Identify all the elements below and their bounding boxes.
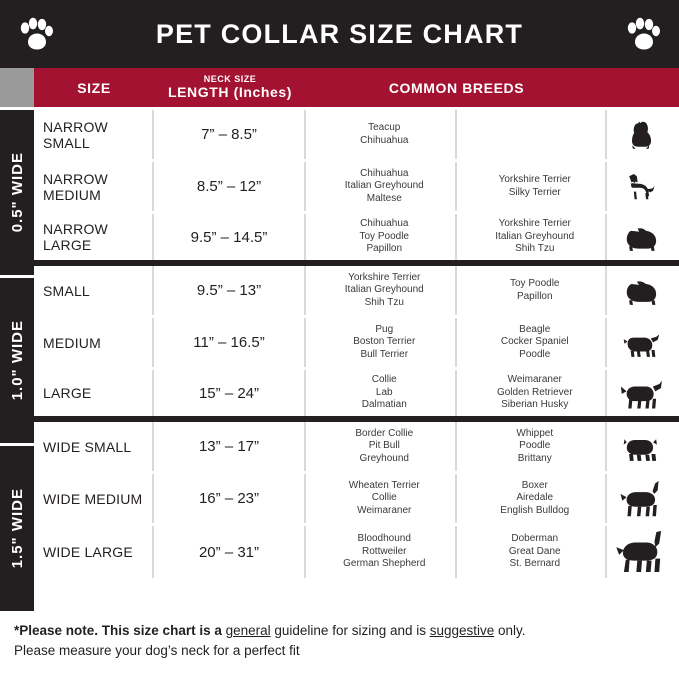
- disclaimer-line-1: [14, 621, 665, 641]
- cell-breeds-col2: Beagle Cocker Spaniel Poodle: [457, 318, 608, 367]
- size-table: [0, 68, 679, 611]
- cell-breeds-col1: Wheaten Terrier Collie Weimaraner: [306, 474, 457, 523]
- paw-print-icon: [18, 17, 54, 51]
- width-group-0.5: 0.5" WIDE: [0, 110, 34, 278]
- column-header-breeds: COMMON BREEDS: [388, 79, 525, 96]
- cell-breeds-col2: Whippet Poodle Brittany: [457, 422, 608, 471]
- column-header-length-main: LENGTH (Inches): [167, 84, 293, 101]
- table-row: [34, 266, 679, 318]
- cell-breeds-col2: [457, 110, 608, 159]
- cell-breeds-col2: Doberman Great Dane St. Bernard: [457, 526, 608, 578]
- table-header-row: [34, 68, 679, 110]
- table-row: [34, 110, 679, 162]
- cell-length: 9.5” – 13”: [154, 266, 306, 315]
- cell-size: SMALL: [34, 266, 154, 315]
- note-underline-suggestive: suggestive: [429, 623, 495, 638]
- cell-breeds-col1: Yorkshire Terrier Italian Greyhound Shih Tzu: [306, 266, 457, 315]
- cell-breeds-col1: Chihuahua Toy Poodle Papillon: [306, 214, 457, 260]
- table-row: [34, 370, 679, 422]
- cell-breeds-col2: Boxer Airedale English Bulldog: [457, 474, 608, 523]
- cell-breeds-col1: Chihuahua Italian Greyhound Maltese: [306, 162, 457, 211]
- dog-silhouette-beagle-icon: [607, 318, 679, 367]
- width-group-1.0: 1.0" WIDE: [0, 278, 34, 446]
- cell-breeds-col2: Yorkshire Terrier Italian Greyhound Shih Tzu: [457, 214, 608, 260]
- dog-silhouette-weimaraner-icon: [607, 474, 679, 523]
- cell-size: LARGE: [34, 370, 154, 416]
- column-header-length: [154, 68, 306, 107]
- note-underline-general: general: [225, 623, 271, 638]
- cell-length: 15” – 24”: [154, 370, 306, 416]
- cell-breeds-col1: Bloodhound Rottweiler German Shepherd: [306, 526, 457, 578]
- cell-breeds-col1: Pug Boston Terrier Bull Terrier: [306, 318, 457, 367]
- cell-breeds-col2: Yorkshire Terrier Silky Terrier: [457, 162, 608, 211]
- cell-size: NARROW SMALL: [34, 110, 154, 159]
- cell-size: WIDE LARGE: [34, 526, 154, 578]
- chart-header: [0, 0, 679, 68]
- cell-breeds-col1: Teacup Chihuahua: [306, 110, 457, 159]
- table-row: [34, 422, 679, 474]
- cell-length: 9.5” – 14.5”: [154, 214, 306, 260]
- column-header-icon: [607, 68, 679, 107]
- note-text-a: *Please note. This size chart is a: [14, 623, 226, 638]
- cell-length: 16” – 23”: [154, 474, 306, 523]
- table-corner-cell: [0, 68, 34, 110]
- column-header-size: SIZE: [77, 79, 111, 96]
- cell-length: 20” – 31”: [154, 526, 306, 578]
- table-row: [34, 318, 679, 370]
- dog-silhouette-yorkie-icon: [607, 110, 679, 159]
- cell-length: 8.5” – 12”: [154, 162, 306, 211]
- cell-length: 13” – 17”: [154, 422, 306, 471]
- cell-size: NARROW LARGE: [34, 214, 154, 260]
- table-row: [34, 474, 679, 526]
- dog-silhouette-retriever-icon: [607, 370, 679, 416]
- note-text-c: only.: [494, 623, 526, 638]
- width-group-1.5: 1.5" WIDE: [0, 446, 34, 611]
- dog-silhouette-pomeranian-icon: [607, 214, 679, 260]
- disclaimer-line-2: Please measure your dog’s neck for a perfect fit: [14, 643, 300, 659]
- dog-silhouette-doberman-icon: [607, 526, 679, 578]
- cell-breeds-col1: Border Collie Pit Bull Greyhound: [306, 422, 457, 471]
- dog-silhouette-shihtzu-icon: [607, 266, 679, 315]
- cell-breeds-col2: Toy Poodle Papillon: [457, 266, 608, 315]
- disclaimer-note: [0, 611, 679, 662]
- note-text-b: guideline for sizing and is: [270, 623, 430, 638]
- cell-breeds-col1: Collie Lab Dalmatian: [306, 370, 457, 416]
- cell-breeds-col2: Weimaraner Golden Retriever Siberian Husky: [457, 370, 608, 416]
- cell-size: WIDE MEDIUM: [34, 474, 154, 523]
- table-row: [34, 162, 679, 214]
- cell-length: 11” – 16.5”: [154, 318, 306, 367]
- paw-print-icon: [625, 17, 661, 51]
- cell-size: MEDIUM: [34, 318, 154, 367]
- dog-silhouette-pitbull-icon: [607, 422, 679, 471]
- width-group-column: [0, 68, 34, 611]
- dog-silhouette-chihuahua-icon: [607, 162, 679, 211]
- table-row: [34, 526, 679, 578]
- page-title: PET COLLAR SIZE CHART: [155, 18, 524, 49]
- table-row: [34, 214, 679, 266]
- cell-size: WIDE SMALL: [34, 422, 154, 471]
- cell-length: 7” – 8.5”: [154, 110, 306, 159]
- column-header-length-sub: NECK SIZE: [203, 73, 257, 84]
- cell-size: NARROW MEDIUM: [34, 162, 154, 211]
